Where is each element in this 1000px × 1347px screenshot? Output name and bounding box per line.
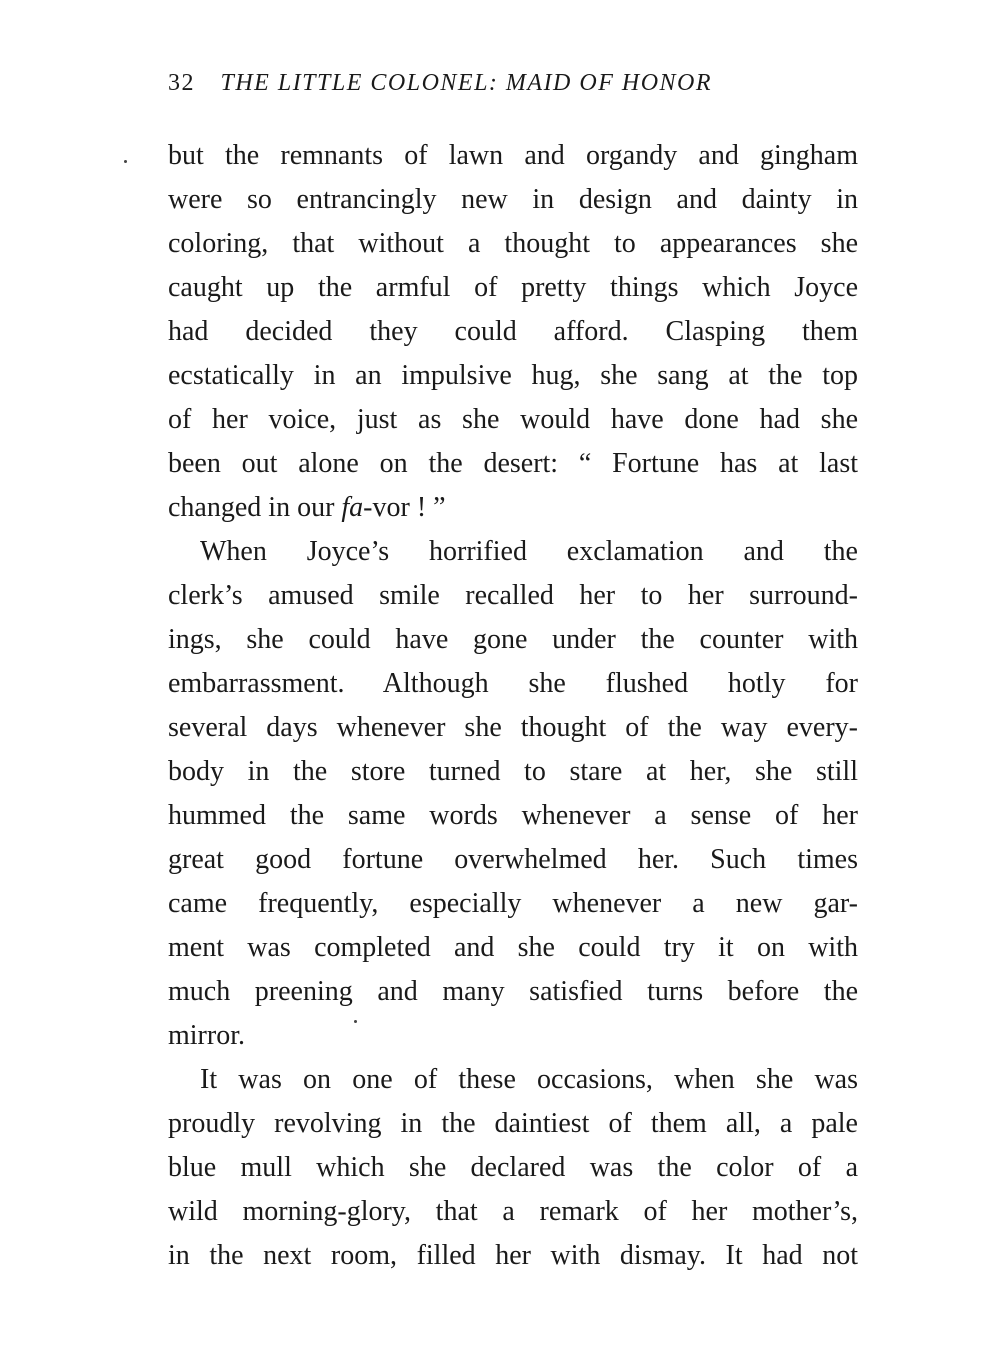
text-line: were so entrancingly new in design and dainty in	[168, 184, 858, 215]
text-line: wild morning-glory, that a remark of her mother’s,	[168, 1196, 858, 1227]
text-line-final	[168, 486, 858, 530]
text-line: blue mull which she declared was the color of a	[168, 1152, 858, 1183]
page-number: 32	[168, 70, 195, 96]
text-fragment: -vor ! ”	[363, 492, 446, 523]
book-title: THE LITTLE COLONEL: MAID OF HONOR	[220, 70, 713, 96]
text-line: hummed the same words whenever a sense of her	[168, 800, 858, 831]
scan-speck	[354, 1020, 357, 1023]
text-line: proudly revolving in the daintiest of them all, a pale	[168, 1108, 858, 1139]
italic-fragment: fa	[341, 492, 364, 523]
body-text	[168, 134, 858, 1278]
scan-speck	[124, 160, 127, 163]
paragraph-2	[168, 530, 858, 1058]
text-line: mirror.	[168, 1020, 245, 1051]
text-line: coloring, that without a thought to appearances she	[168, 228, 858, 259]
text-fragment: changed in our	[168, 492, 342, 523]
text-line: been out alone on the desert: “ Fortune has at last	[168, 448, 858, 479]
text-line: in the next room, filled her with dismay. It had not	[168, 1240, 858, 1271]
text-line: great good fortune overwhelmed her. Such times	[168, 844, 858, 875]
text-line: embarrassment. Although she flushed hotly for	[168, 668, 858, 699]
text-line: came frequently, especially whenever a new gar-	[168, 888, 858, 919]
text-line: much preening and many satisfied turns before the	[168, 976, 858, 1007]
text-line: of her voice, just as she would have done had she	[168, 404, 858, 435]
text-line: clerk’s amused smile recalled her to her surround-	[168, 580, 858, 611]
text-line: It was on one of these occasions, when she was	[200, 1064, 858, 1095]
paragraph-3	[168, 1058, 858, 1278]
text-line: ment was completed and she could try it on with	[168, 932, 858, 963]
text-line: body in the store turned to stare at her, she still	[168, 756, 858, 787]
text-line: but the remnants of lawn and organdy and gingham	[168, 140, 858, 171]
paragraph-1	[168, 134, 858, 530]
text-line: caught up the armful of pretty things which Joyce	[168, 272, 858, 303]
text-line: ings, she could have gone under the counter with	[168, 624, 858, 655]
text-line: several days whenever she thought of the way every-	[168, 712, 858, 743]
text-line: When Joyce’s horrified exclamation and the	[200, 536, 858, 567]
text-line: had decided they could afford. Clasping them	[168, 316, 858, 347]
text-line: ecstatically in an impulsive hug, she sang at the top	[168, 360, 858, 391]
running-header	[168, 70, 858, 97]
